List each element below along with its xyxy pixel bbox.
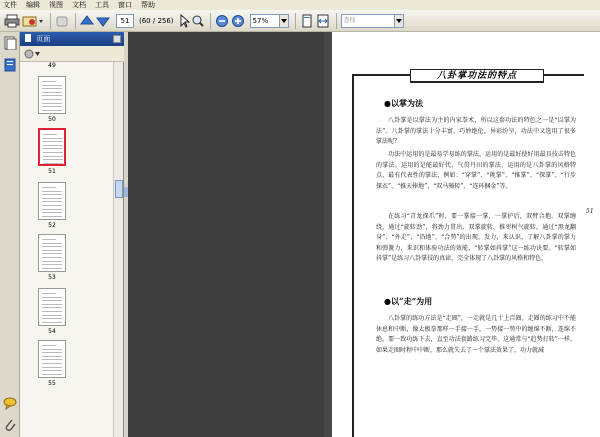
thumbnail-text-line [42,304,62,305]
thumbnail-text-line [42,216,62,217]
thumbnail-text-line [43,163,63,164]
thumbnail-text-line [42,95,62,96]
toolbar-separator [295,13,296,29]
document-view[interactable] [128,32,600,437]
pages-icon[interactable] [3,36,17,50]
thumbnail-text-line [42,359,62,360]
thumbnail-text-line [42,88,62,89]
zoom-icon [192,14,204,28]
minus-circle-icon [215,14,229,28]
thumbnail-text-line [42,315,62,316]
comments-icon[interactable] [3,396,17,410]
paragraph: 功法中运用的是最易学易练的掌法，运用的是最好使好用最具技击特色的掌法。运用的是能最好代、气贯丹田的掌法，运用的是八卦掌的风格特点、最有代表性的掌法，例如：“穿掌”、“挑掌”、“推掌”、“探掌”、“行步探衣”、“推天捧地”、“双马骑转”、“连环捆金”等。 [376,151,576,190]
thumbnail-text-line [42,194,62,195]
thumbnail-text-line [43,159,63,160]
page-number-input[interactable]: 51 [116,14,134,28]
thumbnail-text-line [42,81,56,82]
thumbnail-text-line [42,300,62,301]
thumbnail-text-line [42,205,62,206]
panel-title: 页面 [36,35,51,43]
menu-window[interactable]: 窗口 [118,1,132,9]
thumbnail-label: 53 [48,274,56,281]
thumbnail-text-line [42,264,62,265]
email-icon [22,14,44,28]
menu-file[interactable]: 文件 [3,1,17,9]
thumbnail-text-line [42,85,62,86]
thumbnail-text-line [42,349,62,350]
next-page-button[interactable] [96,13,110,29]
paragraph: 在练习“青龙探爪”时，要一掌接一掌，一掌护后，双臂合抱。双掌缠绕，通过“旋转劲”，将劲力贯出，双掌旋转，推枣树气旋转，通过“黑龙翻身”、“外走”、“沿地”、“合势”的出现，发力，来认识、了解八卦掌的掌力和弹簧力，来识和体验功法的效能，“转掌如抖掌”这一练功诀要。“转掌如抖掌”是练习八卦掌技的真谛，完全体现了八卦掌的风格和特色。 [376,213,576,263]
section-heading: ●以掌为法 [384,98,423,108]
page-fit-icon [300,14,314,28]
thumbnail-text-line [42,293,56,294]
navigation-strip [0,32,20,437]
thumbnail-text-line [43,148,63,149]
arrow-up-icon [80,14,94,28]
thumbnail-text-line [42,243,62,244]
thumbnail-text-line [42,103,62,104]
thumbnail-text-line [42,345,56,346]
select-tool-button[interactable] [178,13,190,29]
thumbnail-text-line [42,370,62,371]
page-count: (60 / 256) [139,16,174,25]
thumbnail-label: 52 [48,222,56,229]
thumbnail-text-line [42,374,62,375]
paragraph: 八卦掌是以掌法为主的内家拳术，所以这套功法的特色之一是“以掌为法”。八卦掌的掌法十分丰富，巧妙绝伦，异彩纷呈，功法中又选用了很多掌法呢？ [376,117,576,146]
thumbnail-text-line [42,191,62,192]
thumbnail-text-line [42,261,62,262]
zoom-out-button[interactable] [215,13,229,29]
email-button[interactable] [22,13,44,29]
thumbnail-text-line [42,201,62,202]
thumbnail-text-line [42,367,62,368]
zoom-in-button[interactable] [231,13,245,29]
page-icon [24,34,32,42]
thumbnail-text-line [43,138,63,139]
document-page [332,32,600,437]
menu-help[interactable]: 帮助 [141,1,155,9]
thumbnail-text-line [42,198,62,199]
thumbnail-text-line [42,110,62,111]
page-side-number: 51 [586,208,594,215]
options-icon[interactable] [24,48,42,60]
pages-panel-header [20,32,124,46]
search-input[interactable]: 查找 [341,14,395,28]
single-page-button[interactable] [300,13,314,29]
toolbar-separator [210,13,211,29]
paragraph: 八卦掌的练功方法是“走圈”，一走就是几十上百圈。走圈的练习中不能休息和中断，像太极拳那样一手接一手，一势接一势中的缠绵不断，连绵不绝，要一致功练下去，直至功法套路练习完毕，这通常与“趋势打转”一样，如果走圈时程中中断，那么就失去了一个掌法效果了，功力就减 [376,315,576,354]
panel-options-bar [20,46,124,62]
cursor-icon [178,14,190,28]
hand-icon [55,14,69,28]
print-button[interactable] [4,13,20,29]
page-thumbnail[interactable] [38,234,66,272]
thumbnail-text-line [42,356,62,357]
page-thumbnail[interactable] [38,288,66,326]
chevron-down-icon [396,19,402,23]
thumbnail-text-line [43,141,63,142]
zoom-dropdown-button[interactable] [280,14,289,28]
thumbnail-text-line [42,209,62,210]
fit-width-icon [316,14,330,28]
thumbnail-text-line [42,297,62,298]
thumbnail-text-line [42,250,62,251]
search-dropdown-button[interactable] [395,14,404,28]
zoom-tool-button[interactable] [192,13,204,29]
thumbnail-text-line [42,322,62,323]
menu-document[interactable]: 文档 [72,1,86,9]
thumbnail-label: 55 [48,380,56,387]
thumbnail-text-line [42,239,56,240]
hand-tool-button[interactable] [55,13,69,29]
toolbar [0,10,600,32]
fit-width-button[interactable] [316,13,330,29]
thumbnail-label: 50 [48,116,56,123]
thumbnail-text-line [42,311,62,312]
chapter-title: 八卦掌功法的特点 [410,69,544,83]
page-thumbnail[interactable] [38,182,66,220]
page-thumbnail[interactable] [38,76,66,114]
page-thumbnail[interactable] [38,340,66,378]
previous-page-button[interactable] [80,13,94,29]
thumbnail-text-line [42,352,62,353]
thumbnail-text-line [43,156,63,157]
bookmarks-icon[interactable] [3,58,17,72]
toolbar-separator [50,13,51,29]
thumbnail-text-line [42,318,62,319]
thumbnail-text-line [43,152,63,153]
thumbnail-label: 49 [48,62,56,69]
thumbnail-text-line [42,187,56,188]
menu-tools[interactable]: 工具 [95,1,109,9]
thumbnail-label: 51 [48,168,56,175]
menu-view[interactable]: 视图 [49,1,63,9]
pages-panel [20,32,124,437]
menu-edit[interactable]: 编辑 [26,1,40,9]
thumbnail-text-line [42,212,62,213]
menu-bar [0,0,600,10]
thumbnail-label: 54 [48,328,56,335]
thumbnail-text-line [42,99,62,100]
attachment-icon[interactable] [3,418,17,432]
panel-close-button[interactable] [113,35,121,43]
thumbnail-list [20,62,114,437]
chevron-down-icon [281,19,287,23]
thumbnail-text-line [43,145,63,146]
thumbnail-text-line [42,268,62,269]
toolbar-separator [336,13,337,29]
plus-circle-icon [231,14,245,28]
arrow-down-icon [96,14,110,28]
thumbnail-text-line [42,92,62,93]
toolbar-separator [75,13,76,29]
thumbnail-text-line [42,106,62,107]
thumbnail-text-line [42,363,62,364]
page-thumbnail[interactable] [38,128,66,166]
thumbnail-text-line [42,257,62,258]
section-heading: ●以“走”为用 [384,296,433,306]
thumbnail-text-line [42,307,62,308]
zoom-level-input[interactable]: 57% [250,14,280,28]
scrollbar-thumb[interactable] [115,180,123,198]
thumbnail-text-line [43,134,57,135]
thumbnail-text-line [42,246,62,247]
thumbnail-text-line [42,253,62,254]
previous-page-edge [128,32,324,437]
printer-icon [4,14,20,28]
thumbnail-scrollbar[interactable] [113,62,123,437]
